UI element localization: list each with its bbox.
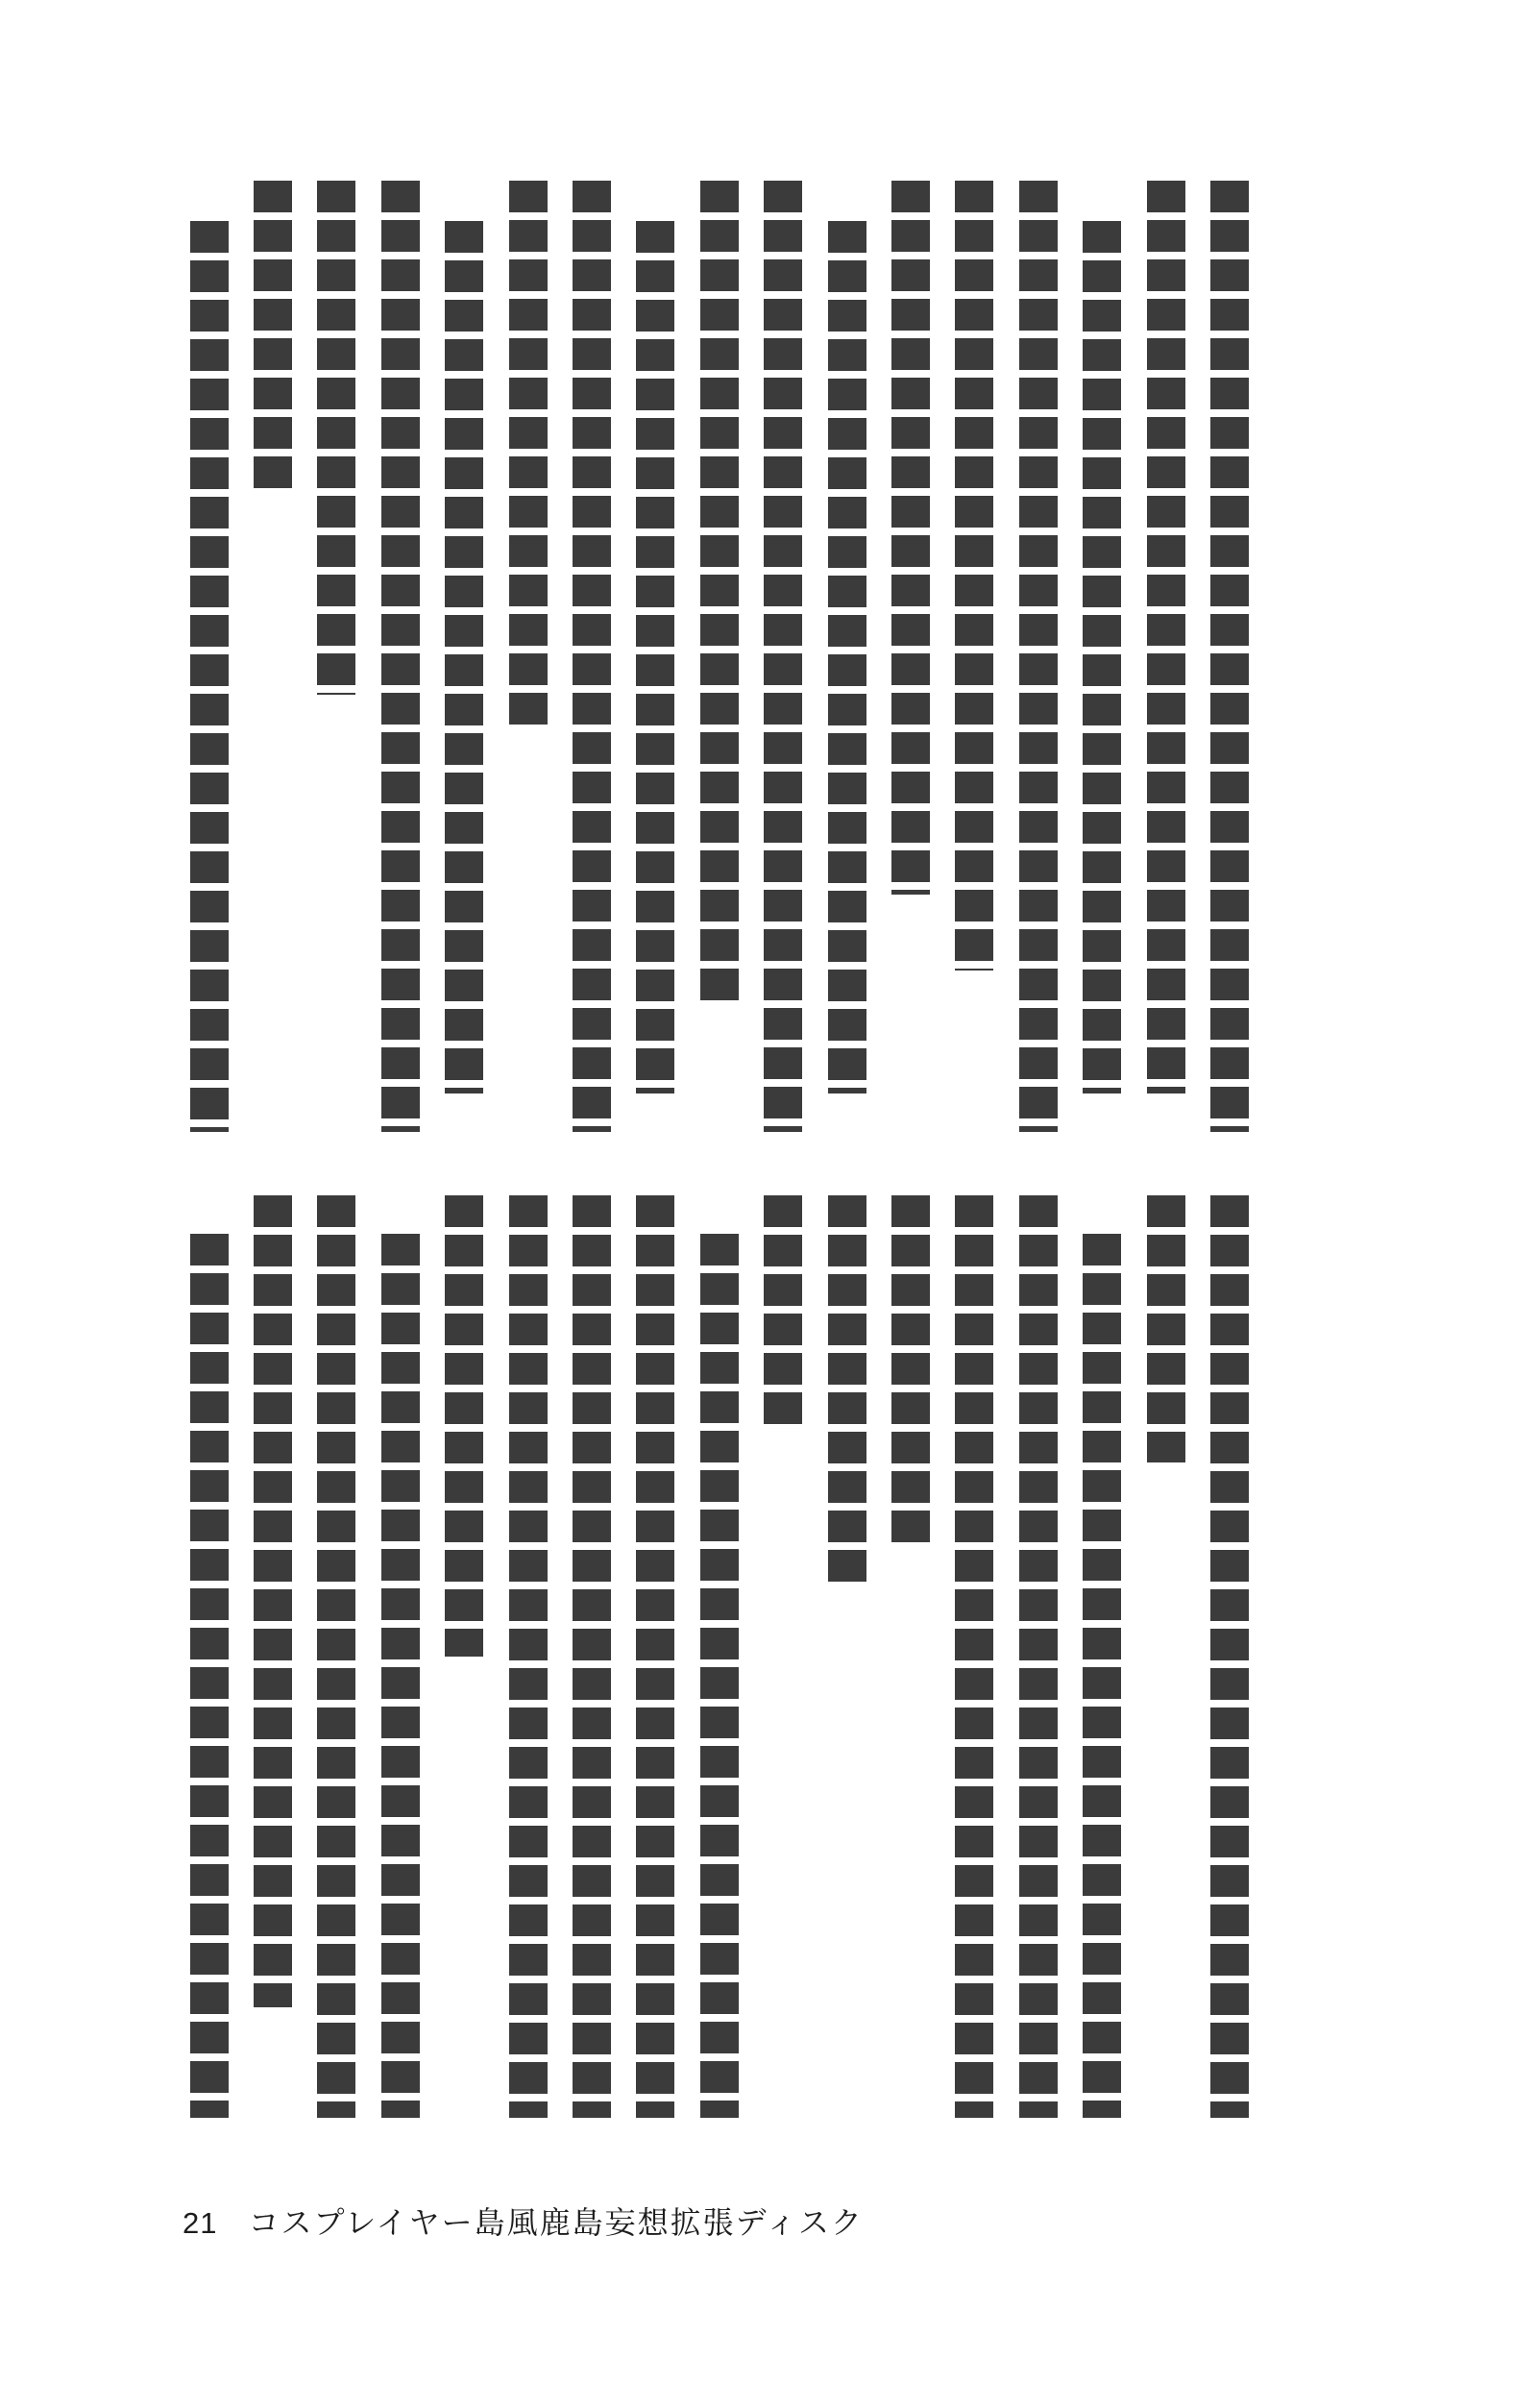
redacted-text-column — [1019, 1195, 1058, 2118]
redacted-text-column — [381, 181, 420, 1132]
book-title: コスプレイヤー島風鹿島妄想拡張ディスク — [248, 2205, 865, 2240]
redacted-text-column — [254, 181, 292, 495]
redacted-text-column — [1019, 181, 1058, 1132]
redacted-text-column — [1210, 1195, 1249, 2118]
redacted-text-column — [573, 181, 611, 1132]
redacted-text-column — [445, 221, 483, 1094]
redacted-text-column — [636, 1195, 674, 2118]
redacted-text-column — [1147, 1195, 1185, 1462]
redacted-text-column — [700, 1234, 739, 2118]
redacted-text-column — [509, 181, 548, 732]
redacted-text-column — [190, 1234, 229, 2118]
redacted-text-column — [955, 1195, 993, 2118]
page-footer — [183, 2199, 864, 2243]
redacted-text-column — [700, 181, 739, 1008]
redacted-text-column — [445, 1195, 483, 1657]
redacted-text-column — [573, 1195, 611, 2118]
redacted-text-column — [828, 1195, 866, 1583]
redacted-text-column — [828, 221, 866, 1094]
page-number: 21 — [183, 2206, 218, 2240]
redacted-text-column — [636, 221, 674, 1094]
redacted-text-column — [1083, 221, 1121, 1094]
redacted-text-column — [764, 1195, 802, 1426]
redacted-text-column — [764, 181, 802, 1132]
text-block-bottom — [183, 1195, 1249, 2118]
text-block-top — [183, 181, 1249, 1132]
redacted-text-column — [891, 1195, 930, 1546]
redacted-text-column — [317, 1195, 355, 2118]
redacted-text-column — [254, 1195, 292, 2007]
redacted-text-column — [891, 181, 930, 895]
redacted-text-column — [381, 1234, 420, 2118]
redacted-text-column — [190, 221, 229, 1132]
redacted-text-column — [509, 1195, 548, 2118]
redacted-text-column — [1210, 181, 1249, 1132]
redacted-text-column — [1083, 1234, 1121, 2118]
redacted-text-column — [1147, 181, 1185, 1093]
redacted-text-column — [317, 181, 355, 695]
redacted-text-column — [955, 181, 993, 971]
